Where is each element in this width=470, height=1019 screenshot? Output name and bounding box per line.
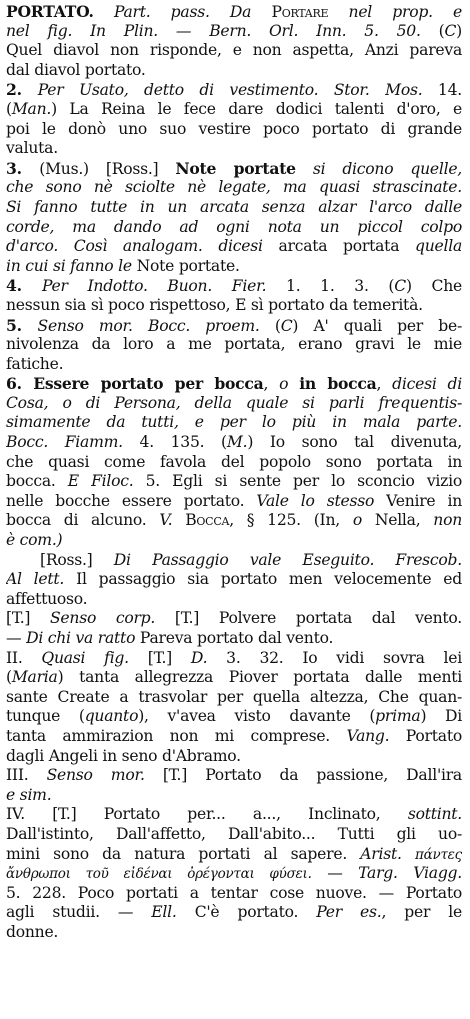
text-run: Targ. Viagg. [358, 864, 462, 883]
text-run [251, 3, 271, 21]
text-run: Maria [11, 668, 58, 687]
text-run: Note portate. [131, 256, 240, 275]
text-line [6, 22, 462, 42]
text-line [6, 707, 462, 727]
text-run: Per Usato, detto di vestimento. Stor. Mos. [37, 81, 423, 100]
text-run [210, 3, 230, 21]
text-run: [T.] Polvere portata dal vento. [155, 609, 462, 628]
text-run: 5. [6, 315, 38, 335]
text-run: Senso mor. Bocc. proem. [37, 316, 260, 335]
text-line [6, 786, 462, 806]
text-run: ( [420, 21, 445, 40]
text-line [6, 198, 462, 218]
text-line [6, 472, 462, 492]
text-run: e sim. [6, 785, 52, 804]
text-line [6, 80, 462, 100]
text-run: 5. Egli si sente per lo sconcio vizio [133, 472, 462, 491]
text-line [6, 511, 462, 531]
text-run: d'arco. Così analogam. dicesi [6, 237, 263, 256]
text-line [6, 845, 462, 865]
text-run: 1. 1. 3. ( [266, 277, 395, 296]
text-run: ( [6, 99, 12, 118]
text-run: poi le donò uno suo vestire poco portato di grande [6, 119, 462, 138]
text-run: Pareva portato dal vento. [135, 629, 334, 647]
text-run: E Filoc. [67, 472, 134, 491]
text-run [288, 375, 299, 393]
text-run: Per Indotto. Buon. Fier. [42, 277, 267, 296]
text-run: ) A' quali per be- [292, 316, 462, 335]
text-run: Senso corp. [50, 609, 156, 628]
text-run: Il passaggio sia portato men velocemente ed [64, 570, 462, 589]
text-run: , [376, 375, 393, 394]
text-run: Portare [271, 3, 329, 21]
text-run: (Mus.) [Ross.] [39, 159, 176, 178]
text-run: fatiche. [6, 354, 64, 373]
text-run: II. [6, 648, 42, 667]
text-run: corde, ma dando ad ogni nota un piccol colpo [6, 217, 462, 236]
text-run: ( [6, 668, 12, 687]
text-line [6, 668, 462, 688]
text-line [6, 551, 462, 571]
text-line [6, 903, 462, 923]
text-line [6, 590, 462, 610]
text-line [6, 257, 462, 277]
text-run: quanto [84, 707, 139, 726]
text-line [6, 649, 462, 669]
text-run: , [263, 375, 280, 394]
text-run: bocca. [6, 472, 68, 491]
text-run [402, 845, 415, 863]
text-line [6, 570, 462, 590]
text-line [6, 727, 462, 747]
text-run: Al lett. [6, 570, 65, 589]
text-run: dicesi di [392, 375, 462, 394]
text-line [6, 2, 462, 22]
text-run: in cui si fanno le [6, 256, 132, 275]
text-run: III. [6, 766, 47, 785]
text-run: ), v'avea visto davante ( [138, 707, 376, 726]
text-run: o [279, 375, 289, 394]
text-run: Bocca [185, 511, 230, 530]
text-run: Essere portato per bocca [33, 374, 264, 394]
text-run: 2. [6, 80, 38, 100]
text-run [296, 160, 313, 178]
text-run: ( [259, 316, 281, 335]
text-run: Di Passaggio vale Eseguito. Frescob. [113, 550, 462, 569]
text-line [6, 923, 462, 943]
text-line [6, 120, 462, 140]
text-line [6, 218, 462, 238]
text-line [6, 688, 462, 708]
text-run: , § 125. (In, [229, 511, 353, 530]
text-run: Ell. [151, 903, 177, 922]
text-run: Arist. [360, 844, 402, 863]
text-run: nessun sia sì poco rispettoso, E sì portato da temerità. [6, 295, 423, 314]
text-run: si dicono quelle, [312, 159, 462, 178]
text-run: Vale lo stesso [256, 491, 375, 510]
text-line [6, 433, 462, 453]
text-line [6, 296, 462, 316]
text-run: Part. pass. [113, 3, 210, 21]
text-run: affettuoso. [6, 589, 88, 608]
text-run [172, 511, 185, 529]
text-run: è com.) [6, 531, 63, 550]
text-run: o [352, 511, 362, 530]
text-run: C'è portato. [176, 903, 317, 922]
text-line [6, 316, 462, 336]
text-run: ) La Reina le fece dare dodici talenti d'oro, e [51, 99, 462, 118]
text-run: nelle bocche essere portato. [6, 491, 257, 510]
text-line [6, 374, 462, 394]
text-run: dagli Angeli in seno d'Abramo. [6, 746, 241, 765]
text-run: sottint. [407, 805, 462, 824]
text-run: 5. 228. Poco portati a tentar cose nuove. — Portato [6, 883, 462, 902]
text-line [6, 609, 462, 629]
text-line [6, 864, 462, 884]
text-run: ) Che [405, 277, 462, 296]
text-run: bocca di alcuno. [6, 511, 160, 530]
text-run: simamente da tutti, e per lo più in mala parte. [6, 413, 462, 432]
text-run: arcata portata [262, 237, 415, 256]
text-run: Portato [389, 726, 462, 745]
text-run: Note portate [175, 158, 296, 178]
text-run: C [394, 277, 406, 296]
headword: PORTATO. [6, 2, 94, 21]
text-run: C [444, 21, 457, 40]
text-line [6, 453, 462, 473]
text-run: ) Io sono tal divenuta, [247, 433, 462, 452]
text-run: nivolenza da loro a me portata, erano gravi le mie [6, 335, 462, 354]
text-run: Nella, [361, 511, 434, 530]
text-run: che quasi come favola del popolo sono portata in [6, 452, 462, 471]
text-run: nel fig. In Plin. — Bern. Orl. Inn. 5. 50. [6, 21, 421, 40]
text-run: dal diavol portato. [6, 60, 146, 79]
text-run: che sono nè sciolte nè legate, ma quasi strascinate. [6, 178, 462, 197]
text-run: 14. [422, 81, 462, 100]
text-run: Man. [11, 99, 52, 118]
text-run: M. [226, 433, 248, 452]
text-line [6, 747, 462, 767]
text-run: Vang. [346, 726, 390, 745]
text-line [6, 825, 462, 845]
text-run: 3. 32. Io vidi sovra lei [207, 648, 462, 667]
text-run: Dall'istinto, Dall'affetto, Dall'abito... Tutti gli uo- [6, 824, 462, 843]
text-run: [T.] [6, 609, 50, 628]
text-run: tanta ammirazion non mi comprese. [6, 726, 347, 745]
text-run: 4. [6, 276, 43, 296]
text-line [6, 159, 462, 179]
text-line [6, 492, 462, 512]
text-run: [T.] Portato da passione, Dall'ira [144, 766, 462, 785]
text-run: Venire in [374, 491, 462, 510]
text-line [6, 100, 462, 120]
text-line [6, 178, 462, 198]
text-run: in bocca [299, 374, 377, 394]
text-run: [T.] [128, 648, 191, 667]
text-run: prima [375, 707, 421, 726]
text-run: [Ross.] [40, 550, 114, 569]
text-run: , per le [381, 903, 462, 922]
text-run: — [6, 629, 27, 647]
text-line [6, 629, 462, 649]
text-line [6, 237, 462, 257]
text-run: Bocc. Fiamm. [6, 433, 123, 452]
text-run: Si fanno tutte in un arcata senza alzar l'arco dalle [6, 197, 462, 216]
text-run: πάντες [415, 846, 462, 863]
text-run: ἄνθρωποι τοῦ εἰδέναι ὀρέγονται φύσει. [6, 866, 312, 883]
text-line [6, 805, 462, 825]
text-line [6, 394, 462, 414]
text-run: ) [456, 21, 462, 40]
text-run: — [311, 864, 359, 883]
text-run: 6. [6, 374, 34, 394]
text-run: quella [414, 237, 462, 256]
text-run: agli studii. — [6, 903, 152, 922]
text-run: Quasi fig. [41, 648, 129, 667]
text-run: Da [229, 3, 252, 21]
text-run: donne. [6, 922, 59, 941]
text-run: Di chi va ratto [26, 629, 136, 647]
text-line [6, 531, 462, 551]
text-run: Per es. [316, 903, 382, 922]
text-line [6, 41, 462, 61]
text-run: Cosa, o di Persona, della quale si parli frequentis- [6, 393, 462, 412]
text-line [6, 335, 462, 355]
text-line [6, 884, 462, 904]
text-run: Senso mor. [46, 766, 145, 785]
text-run: nel prop. e [348, 3, 462, 21]
text-line [6, 766, 462, 786]
text-run: V. [159, 511, 173, 530]
text-run: 3. [6, 158, 40, 178]
text-run: D. [190, 648, 208, 667]
text-line [6, 413, 462, 433]
text-run [328, 3, 348, 21]
text-line [6, 355, 462, 375]
text-run: sante Create a trasvolar per quella altezza, Che quan- [6, 687, 462, 706]
text-run: Quel diavol non risponde, e non aspetta, Anzi pareva [6, 41, 462, 60]
text-run: ) Di [420, 707, 462, 726]
text-run: IV. [T.] Portato per... a..., Inclinato, [6, 805, 408, 824]
text-run: mini sono da natura portati al sapere. [6, 844, 361, 863]
text-run: non [433, 511, 462, 530]
text-run: C [280, 316, 293, 335]
text-run: tunque ( [6, 707, 85, 726]
text-run: ) tanta allegrezza Piover portata dalle menti [57, 668, 462, 687]
text-run: 4. 135. ( [122, 433, 227, 452]
text-line [6, 139, 462, 159]
text-line [6, 276, 462, 296]
text-run: valuta. [6, 139, 58, 158]
text-line [6, 61, 462, 81]
